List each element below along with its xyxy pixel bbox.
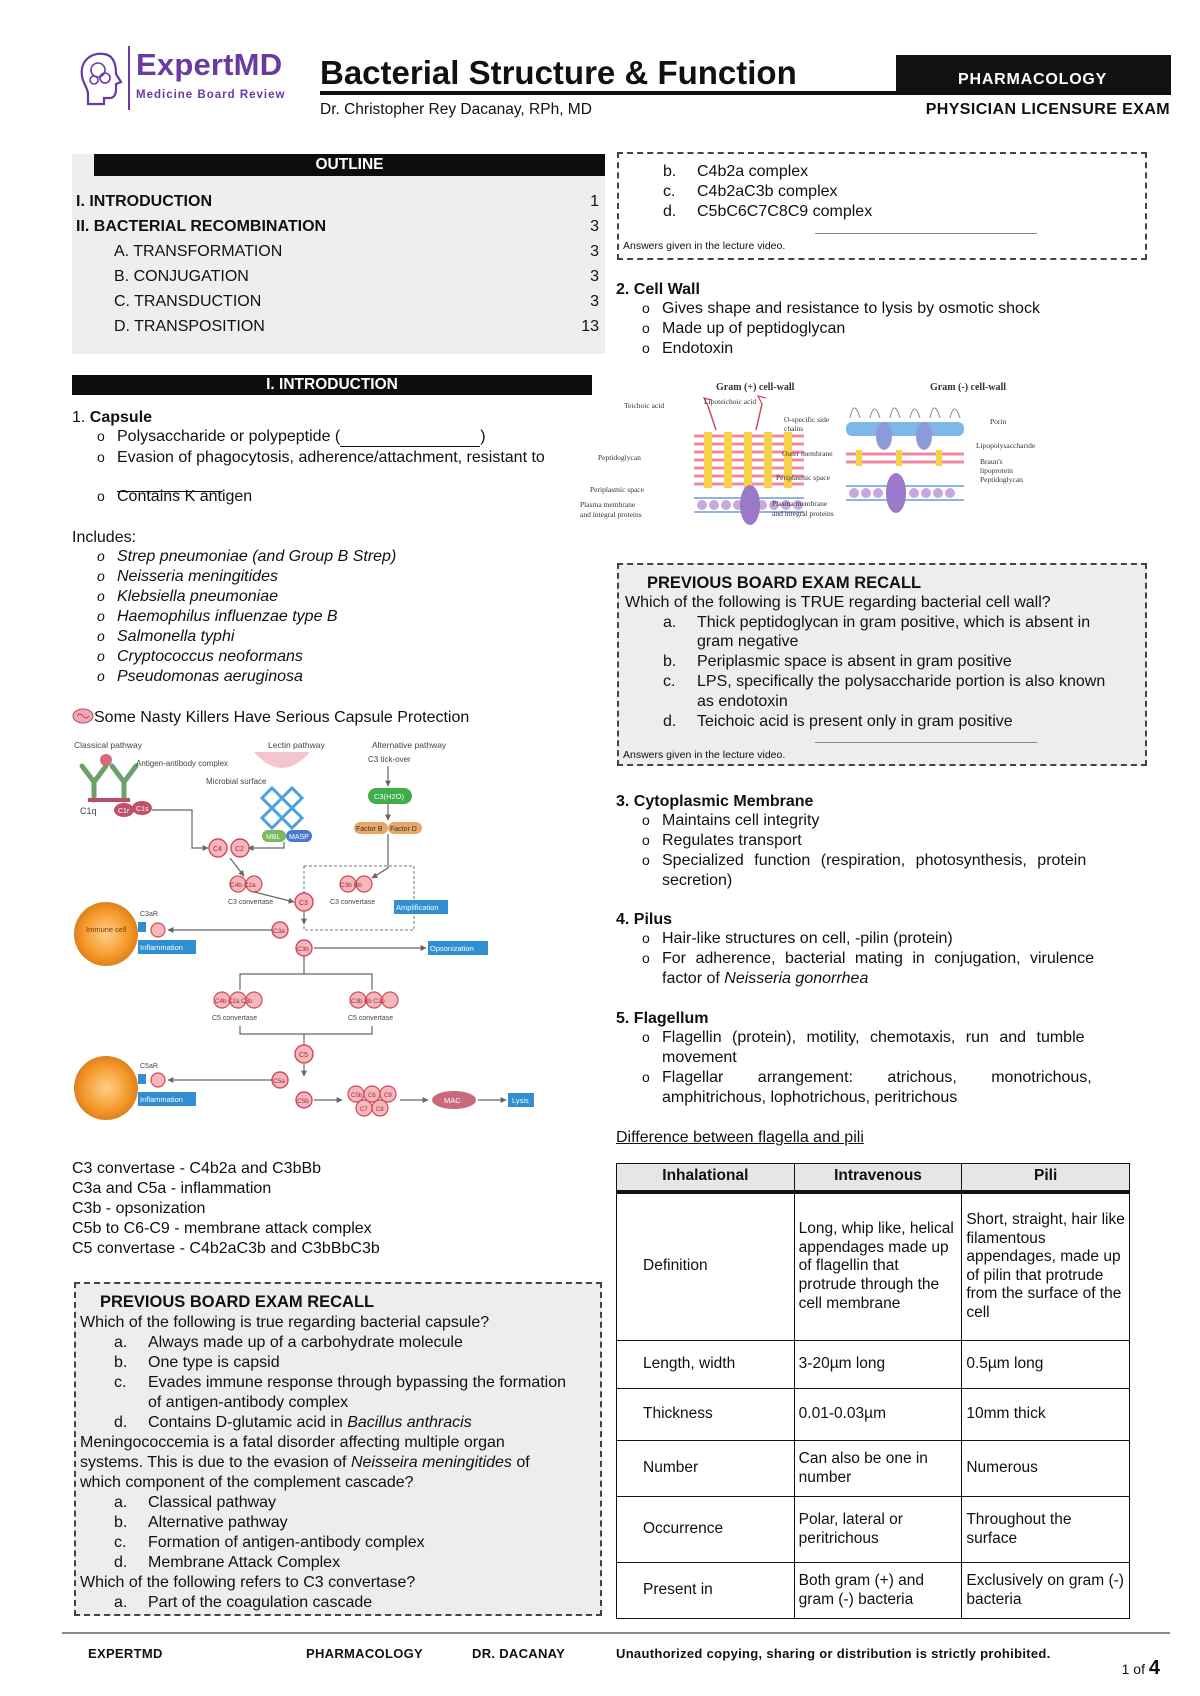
page-current: 1	[1121, 1661, 1130, 1677]
table-row	[617, 1341, 1130, 1389]
bullet-text: )	[480, 428, 486, 445]
option-text: Contains D-glutamic acid in	[148, 1414, 343, 1431]
c4-label: C4	[213, 846, 222, 853]
organism-item: o Strep pneumoniae (and Group B Strep)	[117, 547, 396, 566]
c1s-label: C1s	[136, 806, 149, 813]
c3-convertase-label: C3 convertase	[228, 899, 274, 906]
option-text: C4b2aC3b complex	[697, 183, 838, 200]
teichoic-acid-label: Teichoic acid	[624, 401, 665, 410]
option-key: a.	[114, 1494, 128, 1511]
amplification-label: Amplification	[396, 903, 439, 912]
answer-option[interactable]	[114, 1593, 373, 1612]
recall-question: Which of the following is TRUE regarding bacterial cell wall?	[625, 594, 1051, 611]
outline-item[interactable]	[76, 292, 599, 312]
c5-convertase-classical	[212, 992, 262, 1022]
brain-icon	[72, 708, 94, 724]
immune-cell-icon	[74, 1056, 196, 1120]
exam-label: PHYSICIAN LICENSURE EXAM	[925, 101, 1170, 118]
outline-item-page: 3	[590, 268, 599, 285]
bullet-text: Contains K antigen	[117, 488, 253, 505]
answer-option[interactable]	[663, 652, 1012, 671]
c2-label: C2	[235, 846, 244, 853]
masp-label: MASP	[289, 834, 309, 841]
option-key: a.	[114, 1334, 128, 1351]
alternative-pathway-label: Alternative pathway	[372, 740, 447, 750]
c4b2a-label: C4b C2a	[230, 882, 256, 889]
bullet-text: Evasion of phagocytosis, adherence/attachment, resistant to	[117, 449, 545, 466]
table-cell: 10mm thick	[962, 1389, 1130, 1441]
recall-question	[80, 1453, 596, 1472]
option-key: a.	[114, 1594, 128, 1611]
c3b-label: C3b	[297, 946, 309, 953]
c5-convertase-label: C5 convertase	[212, 1015, 258, 1022]
bullet-text: Polysaccharide or polypeptide (	[117, 428, 341, 445]
table-cell: Numerous	[962, 1441, 1130, 1497]
table-cell: 3-20µm long	[794, 1341, 962, 1389]
brain-head-icon	[74, 48, 130, 108]
immune-cell-label: Immune cell	[86, 925, 127, 934]
outline-item-label: I. INTRODUCTION	[76, 193, 212, 210]
option-key: c.	[663, 673, 676, 690]
c1q-label: C1q	[80, 806, 97, 816]
flagellum-heading: 5. Flagellum	[616, 1010, 709, 1027]
pilus-bullet: o For adherence, bacterial mating in conjugation, virulence	[662, 949, 1131, 968]
option-text: Classical pathway	[148, 1494, 277, 1511]
complement-note: C5 convertase - C4b2aC3b and C3bBbC3b	[72, 1240, 380, 1257]
c6-label: C6	[368, 1093, 376, 1099]
periplasmic-2-label: Periplasmic space	[776, 473, 830, 482]
footer-rule	[62, 1632, 1170, 1634]
recall-question: Which of the following refers to C3 convertase?	[80, 1574, 416, 1591]
flagella-pili-table	[616, 1163, 1130, 1619]
outline-item-page: 13	[581, 318, 599, 335]
terminal-complex	[348, 1086, 396, 1116]
row-label: Number	[617, 1441, 795, 1497]
table-cell: Short, straight, hair like filamentous appendages, made up of pilin that protrude from the surface of the cell	[962, 1192, 1130, 1341]
cell-wall-bullet: o Endotoxin	[662, 339, 733, 358]
author-line: Dr. Christopher Rey Dacanay, RPh, MD	[320, 101, 592, 118]
antigen-complex-label: Antigen-antibody complex	[136, 759, 229, 768]
answer-option-continued	[148, 1393, 348, 1412]
c3ar-label: C3aR	[140, 911, 158, 918]
outline-item-label: II. BACTERIAL RECOMBINATION	[76, 218, 327, 235]
microbial-surface-label: Microbial surface	[206, 777, 267, 786]
heading-title: Cell Wall	[633, 281, 700, 298]
answer-option[interactable]	[114, 1513, 288, 1532]
option-key: c.	[114, 1534, 127, 1551]
column-header: Intravenous	[794, 1164, 962, 1192]
complement-note: C3a and C5a - inflammation	[72, 1180, 272, 1197]
brauns-label-2: lipoprotein	[980, 466, 1013, 475]
table-cell: Both gram (+) and gram (-) bacteria	[794, 1563, 962, 1619]
option-text: Part of the coagulation cascade	[148, 1594, 373, 1611]
row-label: Definition	[617, 1192, 795, 1341]
gram-negative-wall	[846, 408, 964, 513]
option-text: One type is capsid	[148, 1354, 280, 1371]
outline-item-page: 1	[590, 193, 599, 210]
question-italic: Neisseira meningitides	[350, 1454, 512, 1471]
c3-label: C3	[299, 900, 308, 907]
row-label: Present in	[617, 1563, 795, 1619]
answer-option[interactable]	[663, 613, 1137, 632]
board-exam-recall-box	[617, 563, 1147, 766]
divider-line	[815, 233, 1037, 234]
table-cell: Long, whip like, helical appendages made up of flagellin that protrude through the cell membrane	[794, 1192, 962, 1341]
recall-question: which component of the complement cascade?	[80, 1474, 414, 1491]
cell-wall-heading	[616, 280, 700, 299]
porin-label: Porin	[990, 417, 1007, 426]
peptidoglycan-2-label: Peptidoglycan	[980, 475, 1023, 484]
classical-pathway-label: Classical pathway	[74, 740, 143, 750]
table-header-row	[617, 1164, 1130, 1192]
table-cell: Exclusively on gram (-) bacteria	[962, 1563, 1130, 1619]
pilus-bullet-continued	[662, 969, 868, 988]
option-key: d.	[114, 1554, 128, 1571]
capsule-number: 1.	[72, 409, 86, 426]
option-key: b.	[663, 653, 677, 670]
option-text: LPS, specifically the polysaccharide portion is also known	[697, 673, 1106, 690]
page-total: 4	[1148, 1657, 1160, 1679]
bullet-text: factor of	[662, 970, 720, 987]
c5ar-label: C5aR	[140, 1063, 158, 1070]
divider-line	[815, 742, 1037, 743]
answer-option[interactable]	[114, 1493, 277, 1512]
outline-box	[72, 154, 605, 354]
expertmd-logo	[74, 42, 314, 114]
c5-conv-left-label: C4b C2a C3b	[215, 998, 253, 1005]
c3-convertase-classical	[228, 876, 273, 906]
option-text: Teichoic acid is present only in gram positive	[697, 713, 1013, 730]
peptidoglycan-label: Peptidoglycan	[598, 453, 641, 462]
footer-notice: Unauthorized copying, sharing or distribution is strictly prohibited.	[616, 1646, 1051, 1661]
capsule-bullet	[117, 487, 252, 506]
lysis-label: Lysis	[512, 1096, 529, 1105]
organism-item: o Salmonella typhi	[117, 627, 234, 646]
option-key: b.	[663, 163, 677, 180]
c3-convertase-alternative	[330, 876, 375, 906]
table-row	[617, 1441, 1130, 1497]
factor-d-label: Factor D	[390, 826, 417, 833]
includes-label: Includes:	[72, 529, 137, 546]
cell-wall-bullet: o Made up of peptidoglycan	[662, 319, 845, 338]
option-text: C4b2a complex	[697, 163, 809, 180]
option-text: Always made up of a carbohydrate molecule	[148, 1334, 463, 1351]
c5-convertase-label: C5 convertase	[348, 1015, 394, 1022]
brand-name: ExpertMD	[136, 47, 283, 82]
membrane-bullet: o Maintains cell integrity	[662, 811, 819, 830]
answer-option-continued: gram negative	[697, 633, 799, 650]
c5-conv-right-label: C3b Bb C3b	[351, 998, 385, 1005]
logo-divider	[128, 46, 130, 110]
option-text: Alternative pathway	[148, 1514, 288, 1531]
lectin-pathway-label: Lectin pathway	[268, 740, 325, 750]
footer-brand: EXPERTMD	[88, 1646, 163, 1661]
option-key: b.	[114, 1514, 128, 1531]
membrane-bullet: o Specialized function (respiration, photosynthesis, protein	[662, 851, 1131, 870]
question-text: systems. This is due to the evasion of	[80, 1454, 347, 1471]
organism-item: o Pseudomonas aeruginosa	[117, 667, 303, 686]
membrane-bullet-continued: secretion)	[662, 872, 733, 889]
plasma-membrane-2-label-2: and integral proteins	[772, 509, 834, 518]
mnemonic-line	[72, 708, 469, 727]
immune-cell-icon	[74, 902, 196, 966]
c3a-label: C3a	[273, 928, 285, 935]
flagellum-bullet-continued: amphitrichous, lophotrichous, peritrichous	[662, 1089, 958, 1106]
answer-note: Answers given in the lecture video.	[623, 749, 786, 761]
complement-cascade-diagram	[72, 738, 592, 1138]
table-cell: 0.01-0.03µm	[794, 1389, 962, 1441]
option-text: Formation of antigen-antibody complex	[148, 1534, 425, 1551]
row-label: Length, width	[617, 1341, 795, 1389]
row-label: Occurrence	[617, 1497, 795, 1563]
option-text: C5bC6C7C8C9 complex	[697, 203, 873, 220]
mac-label: MAC	[444, 1096, 461, 1105]
row-label: Thickness	[617, 1389, 795, 1441]
table-row	[617, 1389, 1130, 1441]
tickover-label: C3 tick-over	[368, 755, 411, 764]
c5-convertase-alternative	[348, 992, 398, 1022]
recall-question: Which of the following is true regarding bacterial capsule?	[80, 1314, 490, 1331]
c5b-small-label: C5b	[351, 1093, 363, 1099]
outline-item-page: 3	[590, 293, 599, 310]
table-row	[617, 1192, 1130, 1341]
organism-item: o Neisseria meningitides	[117, 567, 278, 586]
complement-note: C5b to C6-C9 - membrane attack complex	[72, 1220, 372, 1237]
outline-item-label: B. CONJUGATION	[114, 268, 249, 285]
option-text: Thick peptidoglycan in gram positive, which is absent in	[697, 614, 1091, 631]
mnemonic-text: Some Nasty Killers Have Serious Capsule Protection	[94, 709, 470, 726]
lipoteichoic-acid-label: Lipoteichoic acid	[704, 397, 757, 406]
table-cell: Polar, lateral or peritrichous	[794, 1497, 962, 1563]
outline-item[interactable]	[76, 267, 599, 287]
c7-label: C7	[360, 1107, 368, 1113]
capsule-title: Capsule	[89, 409, 153, 426]
table-cell: 0.5µm long	[962, 1341, 1130, 1389]
outline-heading: OUTLINE	[94, 154, 605, 176]
pilus-heading: 4. Pilus	[616, 911, 673, 928]
column-header: Pili	[962, 1164, 1130, 1192]
option-key: b.	[114, 1354, 128, 1371]
page-indicator	[1122, 1656, 1160, 1681]
c9-label: C9	[384, 1093, 392, 1099]
column-header: Inhalational	[617, 1164, 795, 1192]
gram-negative-label: Gram (-) cell-wall	[930, 382, 1007, 393]
option-text: Membrane Attack Complex	[148, 1554, 341, 1571]
subject-badge: PHARMACOLOGY	[896, 55, 1171, 93]
c5a-label: C5a	[273, 1078, 285, 1085]
organism-item: o Haemophilus influenzae type B	[117, 607, 338, 626]
flagellum-bullet-continued: movement	[662, 1049, 737, 1066]
membrane-heading: 3. Cytoplasmic Membrane	[616, 793, 814, 810]
capsule-bullet	[117, 448, 545, 467]
outline-item-label: C. TRANSDUCTION	[114, 293, 262, 310]
o-specific-label: O-specific side	[784, 415, 830, 424]
table-row	[617, 1497, 1130, 1563]
c3-convertase-label: C3 convertase	[330, 899, 376, 906]
outer-membrane-label: Outer membrane	[782, 449, 833, 458]
plasma-membrane-label: Plasma membrane	[580, 500, 636, 509]
inflammation-label: Inflammation	[140, 943, 183, 952]
answer-option[interactable]	[114, 1413, 472, 1432]
board-exam-recall-continued	[617, 152, 1147, 260]
factor-b-label: Factor B	[356, 826, 383, 833]
footer-subject: PHARMACOLOGY	[306, 1646, 423, 1661]
organism-italic: Neisseria gonorrhea	[724, 970, 869, 987]
outline-item[interactable]	[76, 242, 599, 262]
option-key: d.	[663, 713, 677, 730]
table-row	[617, 1563, 1130, 1619]
alternative-structure	[354, 755, 422, 834]
flagellum-bullet: o Flagellin (protein), motility, chemotaxis, run and tumble	[662, 1028, 1131, 1047]
table-caption: Difference between flagella and pili	[616, 1129, 864, 1146]
outline-item-page: 3	[590, 218, 599, 235]
o-specific-label-2: chains	[784, 424, 804, 433]
periplasmic-label: Periplasmic space	[590, 485, 644, 494]
page-of: of	[1133, 1661, 1145, 1677]
outline-item[interactable]	[76, 192, 599, 212]
organism-item: o Klebsiella pneumoniae	[117, 587, 278, 606]
option-key: d.	[663, 203, 677, 220]
outline-item-label: A. TRANSFORMATION	[114, 243, 283, 260]
board-exam-recall-box	[74, 1282, 602, 1616]
gram-cell-wall-diagram	[580, 378, 1052, 543]
answer-option[interactable]	[663, 712, 1013, 731]
organism-item: o Cryptococcus neoformans	[117, 647, 303, 666]
footer-author: DR. DACANAY	[472, 1646, 566, 1661]
c3bbb-label: C3b Bb	[340, 882, 362, 889]
outline-item-label: D. TRANSPOSITION	[114, 318, 265, 335]
answer-option[interactable]	[663, 672, 1137, 691]
plasma-membrane-2-label: Plasma membrane	[772, 499, 828, 508]
section-heading-introduction: I. INTRODUCTION	[72, 375, 592, 395]
opsonization-label: Opsonization	[430, 944, 474, 953]
capsule-bullet	[117, 427, 486, 447]
mbl-label: MBL	[266, 834, 281, 841]
answer-option[interactable]	[114, 1373, 567, 1392]
outline-item[interactable]	[76, 317, 599, 337]
option-text: Periplasmic space is absent in gram positive	[697, 653, 1012, 670]
recall-title: PREVIOUS BOARD EXAM RECALL	[100, 1293, 375, 1311]
question-text: of	[516, 1454, 530, 1471]
option-italic: Bacillus anthracis	[347, 1414, 472, 1431]
outline-item-page: 3	[590, 243, 599, 260]
plasma-membrane-label-2: and integral proteins	[580, 510, 642, 519]
brauns-label: Braun's	[980, 457, 1003, 466]
option-key: a.	[663, 614, 677, 631]
document-title: Bacterial Structure & Function	[320, 54, 797, 91]
answer-option[interactable]	[114, 1533, 425, 1552]
answer-option[interactable]	[114, 1353, 280, 1372]
heading-number: 2.	[616, 281, 630, 298]
inflammation-label: Inflammation	[140, 1095, 183, 1104]
option-text: Evades immune response through bypassing the formation	[148, 1374, 567, 1391]
option-text: of antigen-antibody complex	[148, 1394, 349, 1411]
c5-label: C5	[299, 1052, 308, 1059]
recall-question: Meningococcemia is a fatal disorder affecting multiple organ	[80, 1434, 505, 1451]
answer-option[interactable]	[663, 202, 873, 221]
answer-option[interactable]	[663, 162, 809, 181]
capsule-heading	[72, 408, 152, 427]
membrane-bullet: o Regulates transport	[662, 831, 802, 850]
fill-in-blank	[340, 427, 480, 447]
option-key: c.	[114, 1374, 127, 1391]
answer-option[interactable]	[114, 1553, 341, 1572]
lps-label: Lipopolysaccharide	[976, 441, 1036, 450]
answer-option-continued: as endotoxin	[697, 693, 788, 710]
option-key: d.	[114, 1414, 128, 1431]
answer-option[interactable]	[663, 182, 838, 201]
answer-option[interactable]	[114, 1333, 463, 1352]
table-cell: Throughout the surface	[962, 1497, 1130, 1563]
complement-note: C3b - opsonization	[72, 1200, 206, 1217]
flagellum-bullet: o Flagellar arrangement: atrichous, monotrichous,	[662, 1068, 1131, 1087]
c1r-label: C1r	[118, 808, 130, 815]
gram-positive-label: Gram (+) cell-wall	[716, 382, 795, 393]
pilus-bullet: o Hair-like structures on cell, -pilin (protein)	[662, 929, 953, 948]
c5b-label: C5b	[297, 1098, 309, 1105]
table-cell: Can also be one in number	[794, 1441, 962, 1497]
cell-wall-bullet: o Gives shape and resistance to lysis by osmotic shock	[662, 299, 1040, 318]
answer-note: Answers given in the lecture video.	[623, 240, 786, 252]
outline-item[interactable]	[76, 217, 599, 237]
c8-label: C8	[376, 1107, 384, 1113]
complement-note: C3 convertase - C4b2a and C3bBb	[72, 1160, 322, 1177]
c3h2o-label: C3(H2O)	[374, 792, 405, 801]
recall-title: PREVIOUS BOARD EXAM RECALL	[647, 574, 922, 592]
option-key: c.	[663, 183, 676, 200]
brand-tagline: Medicine Board Review	[136, 89, 286, 101]
